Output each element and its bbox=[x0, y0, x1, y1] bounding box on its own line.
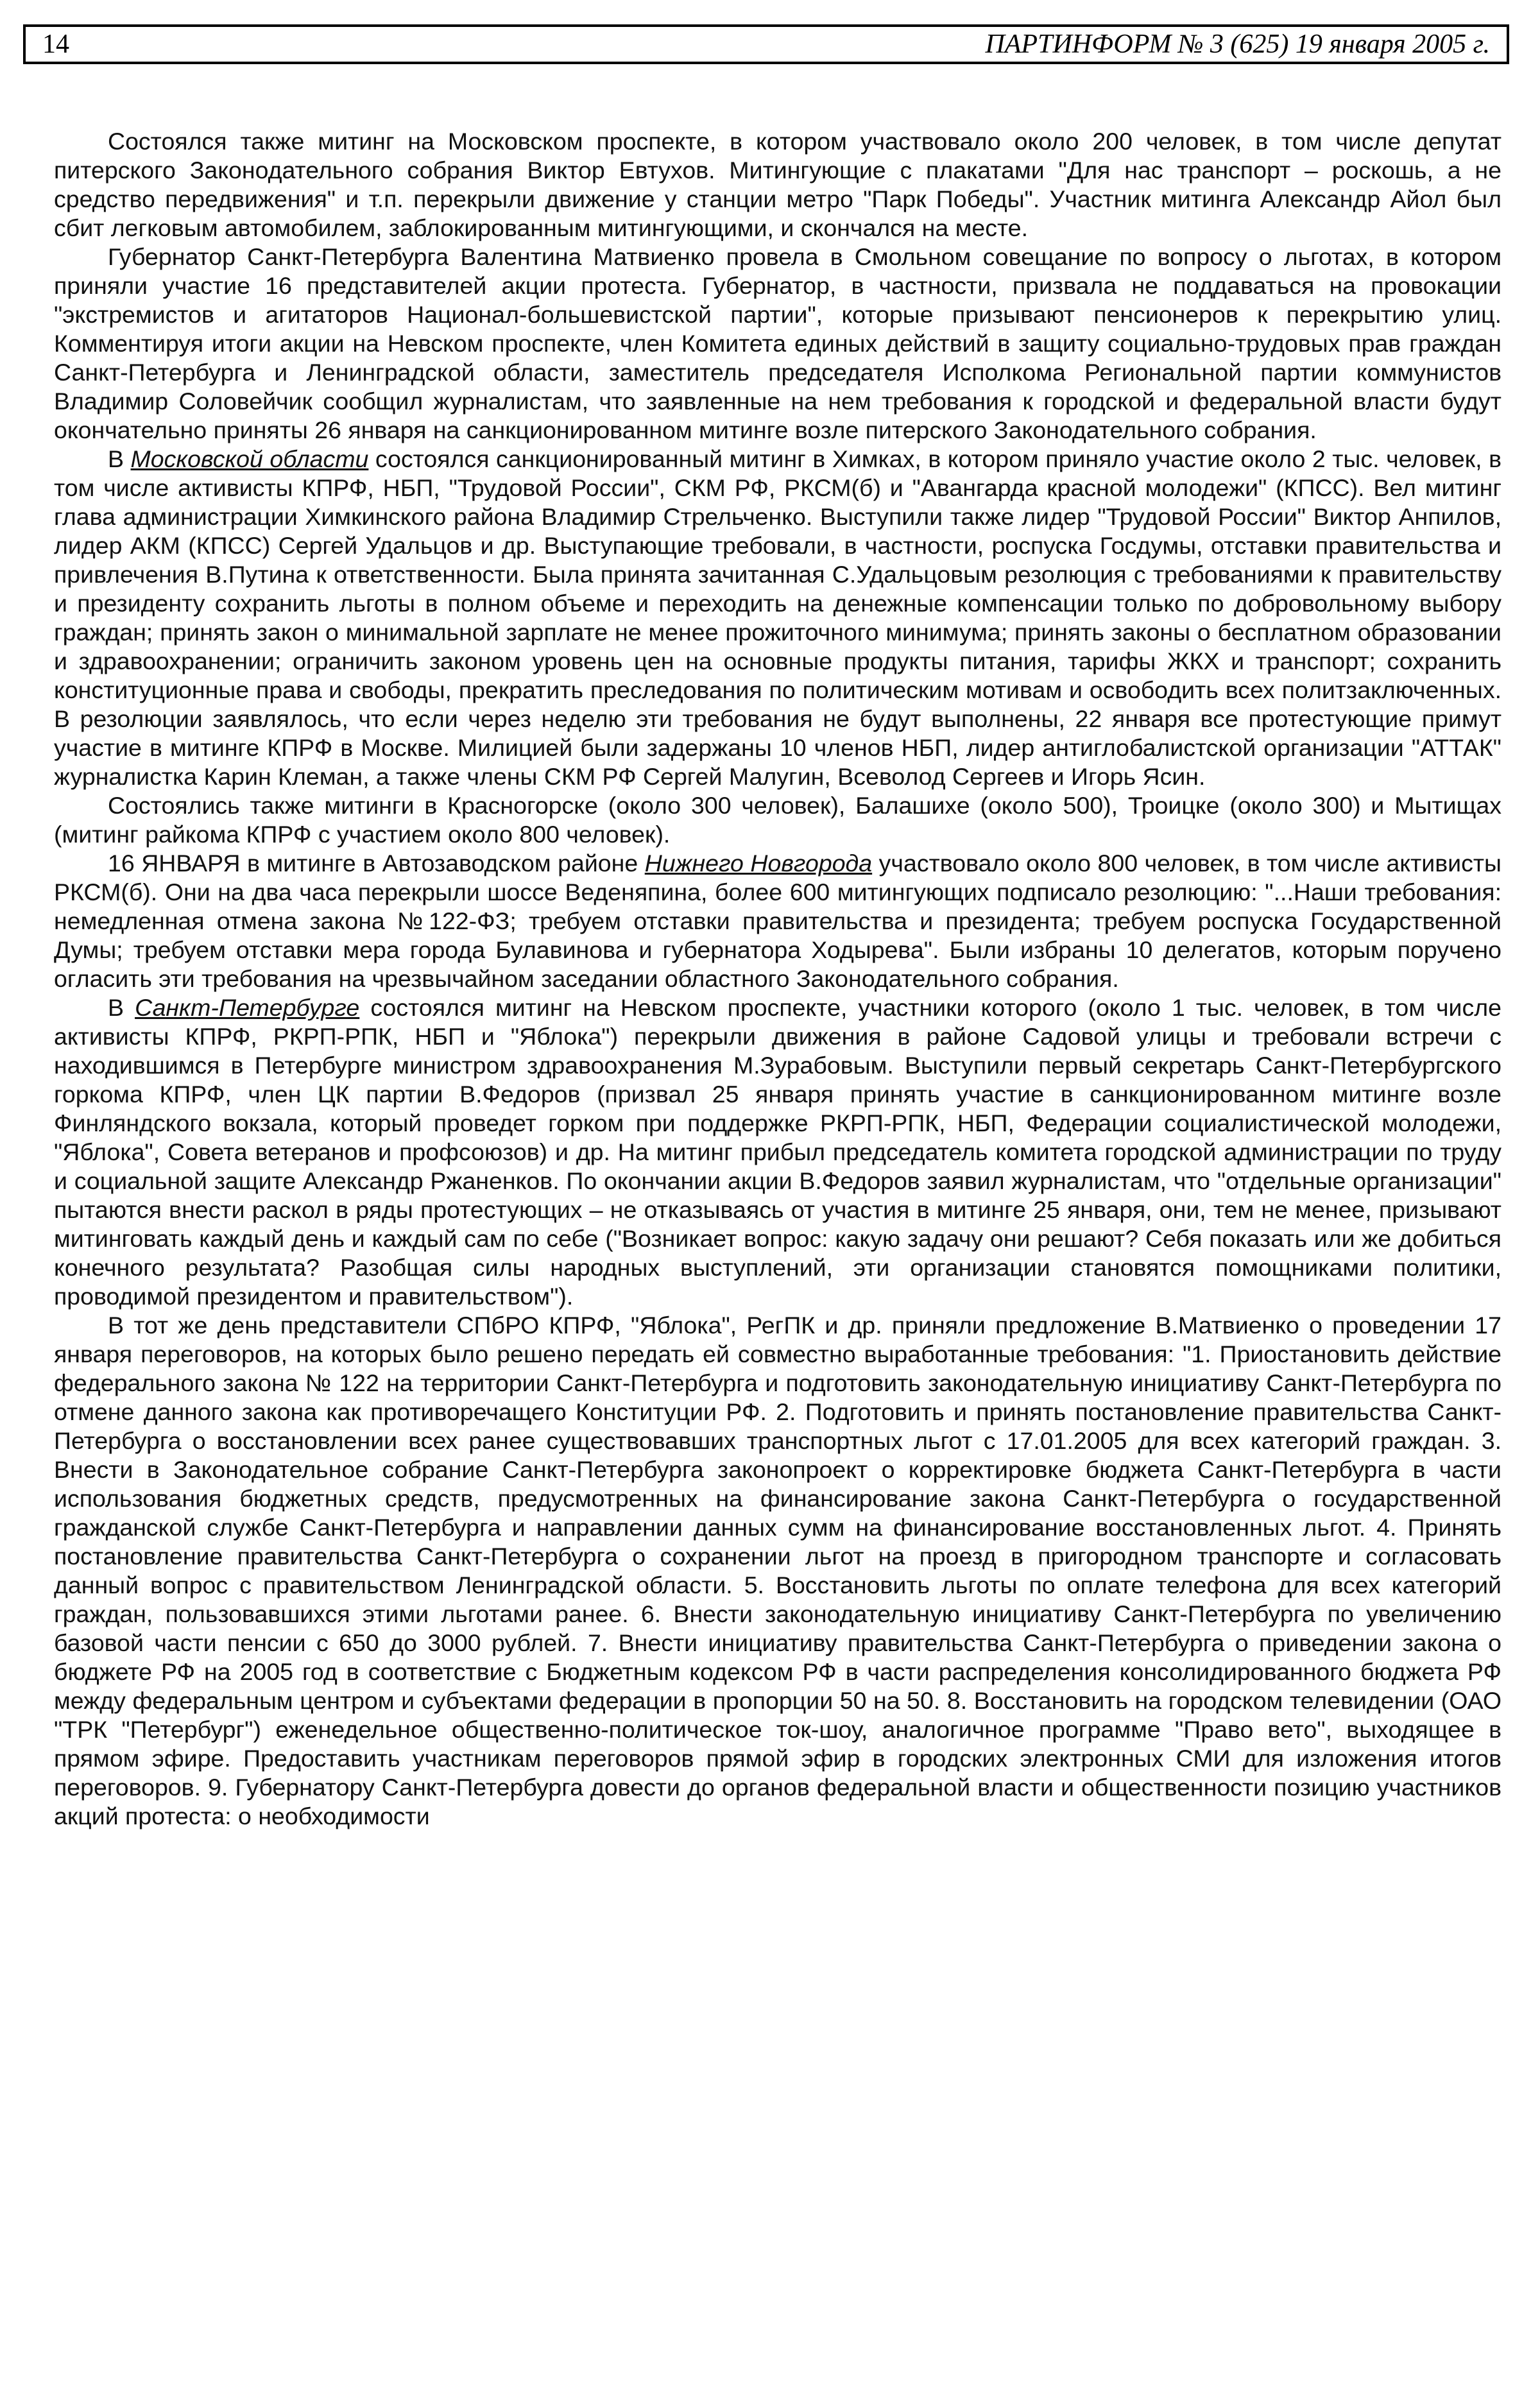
link-saint-petersburg[interactable]: Санкт-Петербурге bbox=[135, 994, 360, 1021]
paragraph bbox=[54, 243, 1502, 445]
paragraph-text: Губернатор Санкт-Петербурга Валентина Матвиенко провела в Смольном совещание по вопросу о льготах, в котором приняли участие 16 представителей акции протеста. Губернатор, в частности, призвала не поддаваться на провокации "экстремистов и агитаторов Национал-большевистской партии", которые призывают пенсионеров к перекрытию улиц. Комментируя итоги акции на Невском проспекте, член Комитета единых действий в защиту социально-трудовых прав граждан Санкт-Петербурга и Ленинградской области, заместитель председателя Исполкома Региональной партии коммунистов Владимир Соловейчик сообщил журналистам, что заявленные на нем требования к городской и федеральной власти будут окончательно приняты 26 января на санкционированном митинге возле питерского Законодательного собрания. bbox=[54, 243, 1502, 443]
issue-title: ПАРТИНФОРМ № 3 (625) 19 января 2005 г. bbox=[985, 30, 1490, 59]
paragraph bbox=[54, 445, 1502, 791]
paragraph bbox=[54, 1311, 1502, 1831]
paragraph-text: состоялся митинг на Невском проспекте, участники которого (около 1 тыс. человек, в том числе активисты КПРФ, РКРП-РПК, НБП и "Яблока") перекрыли движения в районе Садовой улицы и требовали встречи с находившимся в Петербурге министром здравоохранения М.Зурабовым. Выступили первый секретарь Санкт-Петербургского горкома КПРФ, член ЦК партии В.Федоров (призвал 25 января принять участие в санкционированном митинге возле Финляндского вокзала, который проведет горком при поддержке РКРП-РПК, НБП, Федерации социалистической молодежи, "Яблока", Совета ветеранов и профсоюзов) и др. На митинг прибыл председатель комитета городской администрации по труду и социальной защите Александр Ржаненков. По окончании акции В.Федоров заявил журналистам, что "отдельные организации" пытаются внести раскол в ряды протестующих – не отказываясь от участия в митинге 25 января, они, тем не менее, призывают митинговать каждый день и каждый сам по себе ("Возникает вопрос: какую задачу они решают? Себя показать или же добиться конечного результата? Разобщая силы народных выступлений, эти организации становятся помощниками политики, проводимой президентом и правительством"). bbox=[54, 994, 1502, 1310]
link-nizhny-novgorod[interactable]: Нижнего Новгорода bbox=[644, 850, 873, 877]
paragraph-text: В bbox=[108, 994, 135, 1021]
paragraph bbox=[54, 849, 1502, 993]
paragraph-text: 16 ЯНВАРЯ в митинге в Автозаводском районе bbox=[108, 850, 645, 877]
link-moscow-region[interactable]: Московской области bbox=[130, 445, 369, 472]
page-header bbox=[23, 24, 1509, 64]
paragraph bbox=[54, 791, 1502, 849]
paragraph bbox=[54, 993, 1502, 1311]
article-body bbox=[54, 127, 1502, 1831]
paragraph-text: участвовало около 800 человек, в том числе активисты РКСМ(б). Они на два часа перекрыли шоссе Веденяпина, более 600 митингующих подписало резолюцию: "...Наши требования: немедленная отмена закона №122-ФЗ; требуем отставки правительства и президента; требуем роспуска Государственной Думы; требуем отставки мера города Булавинова и губернатора Ходырева". Были избраны 10 делегатов, которым поручено огласить эти требования на чрезвычайном заседании областного Законодательного собрания. bbox=[54, 850, 1502, 992]
paragraph-text: состоялся санкционированный митинг в Химках, в котором приняло участие около 2 тыс. человек, в том числе активисты КПРФ, НБП, "Трудовой России", СКМ РФ, РКСМ(б) и "Авангарда красной молодежи" (КПСС). Вел митинг глава администрации Химкинского района Владимир Стрельченко. Выступили также лидер "Трудовой России" Виктор Анпилов, лидер АКМ (КПСС) Сергей Удальцов и др. Выступающие требовали, в частности, роспуска Госдумы, отставки правительства и привлечения В.Путина к ответственности. Была принята зачитанная С.Удальцовым резолюция с требованиями к правительству и президенту сохранить льготы в полном объеме и переходить на денежные компенсации только по добровольному выбору граждан; принять закон о минимальной зарплате не менее прожиточного минимума; принять законы о бесплатном образовании и здравоохранении; ограничить законом уровень цен на основные продукты питания, тарифы ЖКХ и транспорт; сохранить конституционные права и свободы, прекратить преследования по политическим мотивам и освободить всех политзаключенных. В резолюции заявлялось, что если через неделю эти требования не будут выполнены, 22 января все протестующие примут участие в митинге КПРФ в Москве. Милицией были задержаны 10 членов НБП, лидер антиглобалистской организации "АТТАК" журналистка Карин Клеман, а также члены СКМ РФ Сергей Малугин, Всеволод Сергеев и Игорь Ясин. bbox=[54, 445, 1502, 790]
paragraph-text: Состоялись также митинги в Красногорске (около 300 человек), Балашихе (около 500), Троицке (около 300) и Мытищах (митинг райкома КПРФ с участием около 800 человек). bbox=[54, 792, 1502, 848]
paragraph-text: В тот же день представители СПбРО КПРФ, "Яблока", РегПК и др. приняли предложение В.Матвиенко о проведении 17 января переговоров, на которых было решено передать ей совместно выработанные требования: "1. Приостановить действие федерального закона № 122 на территории Санкт-Петербурга и подготовить законодательную инициативу Санкт-Петербурга по отмене данного закона как противоречащего Конституции РФ. 2. Подготовить и принять постановление правительства Санкт-Петербурга о восстановлении всех ранее существовавших транспортных льгот с 17.01.2005 для всех категорий граждан. 3. Внести в Законодательное собрание Санкт-Петербурга законопроект о корректировке бюджета Санкт-Петербурга в части использования бюджетных средств, предусмотренных на финансирование закона Санкт-Петербурга о государственной гражданской службе Санкт-Петербурга и направлении данных сумм на финансирование восстановленных льгот. 4. Принять постановление правительства Санкт-Петербурга о сохранении льгот на проезд в пригородном транспорте и согласовать данный вопрос с правительством Ленинградской области. 5. Восстановить льготы по оплате телефона для всех категорий граждан, пользовавшихся этими льготами ранее. 6. Внести законодательную инициативу Санкт-Петербурга по увеличению базовой части пенсии с 650 до 3000 рублей. 7. Внести инициативу правительства Санкт-Петербурга о приведении закона о бюджете РФ на 2005 год в соответствие с Бюджетным кодексом РФ в части распределения консолидированного бюджета РФ между федеральным центром и субъектами федерации в пропорции 50 на 50. 8. Восстановить на городском телевидении (ОАО "ТРК "Петербург") еженедельное общественно-политическое ток-шоу, аналогичное программе "Право вето", выходящее в прямом эфире. Предоставить участникам переговоров прямой эфир в городских электронных СМИ для изложения итогов переговоров. 9. Губернатору Санкт-Петербурга довести до органов федеральной власти и общественности позицию участников акций протеста: о необходимости bbox=[54, 1312, 1502, 1829]
paragraph-text: Состоялся также митинг на Московском проспекте, в котором участвовало около 200 человек, в том числе депутат питерского Законодательного собрания Виктор Евтухов. Митингующие с плакатами "Для нас транспорт – роскошь, а не средство передвижения" и т.п. перекрыли движение у станции метро "Парк Победы". Участник митинга Александр Айол был сбит легковым автомобилем, заблокированным митингующими, и скончался на месте. bbox=[54, 128, 1502, 241]
page-number: 14 bbox=[42, 30, 69, 59]
paragraph bbox=[54, 127, 1502, 243]
paragraph-text: В bbox=[108, 445, 131, 472]
